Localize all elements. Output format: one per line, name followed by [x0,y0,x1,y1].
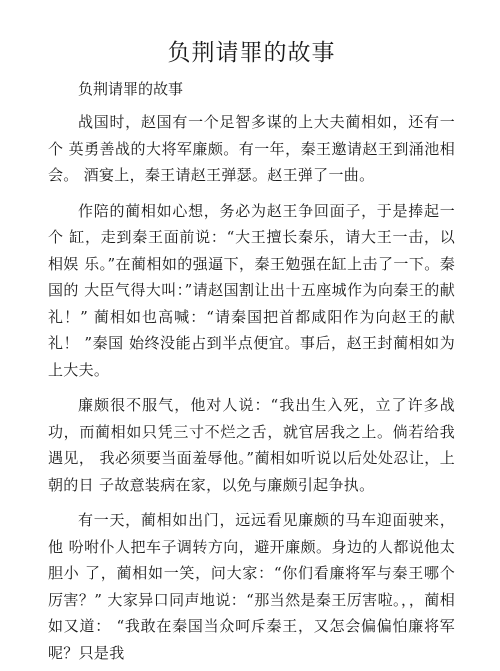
document-title: 负荆请罪的故事 [167,40,336,66]
document-subtitle: 负荆请罪的故事 [78,80,184,98]
paragraph-4: 有一天，蔺相如出门，远远看见廉颇的马车迎面驶来，他 吩咐仆人把车子调转方向，避开廉颇。身边的人都说他太胆小 了，蔺相如一笑，问大家：“你们看廉将军与秦王哪个厉害？” 大家异口同声地说：“那当然是秦王厉害啦。，，蔺相如又道： “我敢在秦国当众呵斥秦王，又怎会偏偏怕廉将军呢？只是我 [48,511,455,662]
paragraph-2: 作陪的蔺相如心想，务必为赵王争回面子，于是捧起一个 缸，走到秦王面前说：“大王擅长秦乐，请大王一击，以相娱 乐。”在蔺相如的强逼下，秦王勉强在缸上击了一下。秦国的 大臣气得大叫：”请赵国割让出十五座城作为向秦王的献礼！” 蔺相如也高喊：“请秦国把首都咸阳作为向赵王的献礼！ ”秦国 始终没能占到半点便宜。事后，赵王封蔺相如为上大夫。 [48,201,455,379]
paragraph-3: 廉颇很不服气，他对人说：“我出生入死，立了许多战功，而蔺相如只凭三寸不烂之舌，就官居我之上。倘若给我遇见， 我必须要当面羞辱他。”蔺相如听说以后处处忍让，上朝的日 子故意装病在家，以免与廉颇引起争执。 [48,396,455,494]
paragraph-1: 战国时，赵国有一个足智多谋的上大夫蔺相如，还有一个 英勇善战的大将军廉颇。有一年，秦王邀请赵王到涌池相会。 酒宴上，秦王请赵王弹瑟。赵王弹了一曲。 [48,113,455,184]
